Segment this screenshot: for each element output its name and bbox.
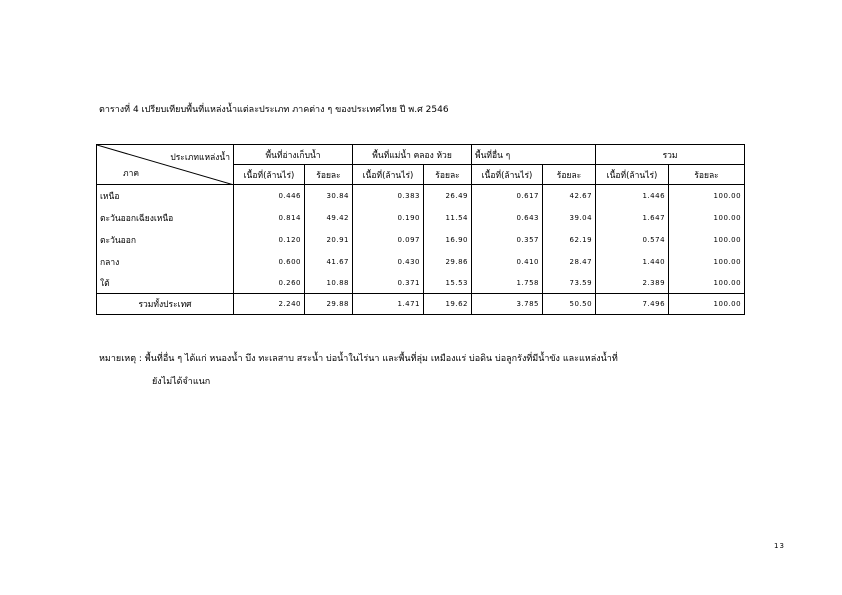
subheader-percent: ร้อยละ bbox=[305, 165, 353, 185]
total-value: 3.785 bbox=[472, 294, 543, 315]
cell-value: 0.617 bbox=[472, 185, 543, 208]
cell-value: 0.410 bbox=[472, 251, 543, 273]
cell-value: 42.67 bbox=[543, 185, 596, 208]
cell-value: 0.190 bbox=[353, 207, 424, 229]
cell-value: 0.097 bbox=[353, 229, 424, 251]
total-value: 1.471 bbox=[353, 294, 424, 315]
subheader-area: เนื้อที่(ล้านไร่) bbox=[353, 165, 424, 185]
subheader-area: เนื้อที่(ล้านไร่) bbox=[234, 165, 305, 185]
cell-value: 0.574 bbox=[596, 229, 669, 251]
cell-value: 15.53 bbox=[424, 273, 472, 294]
cell-value: 100.00 bbox=[669, 229, 745, 251]
cell-value: 100.00 bbox=[669, 207, 745, 229]
table-total-row bbox=[97, 294, 745, 315]
footnote-continuation: ยังไม่ได้จำแนก bbox=[152, 377, 211, 387]
group-header-reservoir: พื้นที่อ่างเก็บน้ำ bbox=[234, 145, 353, 165]
footnote: หมายเหตุ : พื้นที่อื่น ๆ ได้แก่ หนองน้ำ บึง ทะเลสาบ สระน้ำ บ่อน้ำในไร่นา และพื้นที่ลุ่ม เหมืองแร่ บ่อดิน บ่อลูกรังที่มีน้ำขัง และแหล่งน้ำที่ bbox=[99, 354, 618, 364]
cell-value: 49.42 bbox=[305, 207, 353, 229]
total-value: 19.62 bbox=[424, 294, 472, 315]
row-region: ตะวันออกเฉียงเหนือ bbox=[97, 207, 234, 229]
cell-value: 1.647 bbox=[596, 207, 669, 229]
group-header-total: รวม bbox=[596, 145, 745, 165]
corner-header-water-type: ประเภทแหล่งน้ำ bbox=[170, 153, 230, 163]
subheader-area: เนื้อที่(ล้านไร่) bbox=[596, 165, 669, 185]
cell-value: 0.446 bbox=[234, 185, 305, 208]
cell-value: 1.758 bbox=[472, 273, 543, 294]
cell-value: 73.59 bbox=[543, 273, 596, 294]
corner-header-cell bbox=[97, 145, 234, 185]
cell-value: 10.88 bbox=[305, 273, 353, 294]
cell-value: 100.00 bbox=[669, 251, 745, 273]
total-value: 100.00 bbox=[669, 294, 745, 315]
subheader-percent: ร้อยละ bbox=[669, 165, 745, 185]
cell-value: 0.430 bbox=[353, 251, 424, 273]
total-value: 29.88 bbox=[305, 294, 353, 315]
water-area-table bbox=[96, 144, 745, 315]
cell-value: 0.120 bbox=[234, 229, 305, 251]
table-title: ตารางที่ 4 เปรียบเทียบพื้นที่แหล่งน้ำแต่ละประเภท ภาคต่าง ๆ ของประเทศไทย ปี พ.ศ 2546 bbox=[99, 105, 449, 115]
subheader-percent: ร้อยละ bbox=[543, 165, 596, 185]
cell-value: 41.67 bbox=[305, 251, 353, 273]
cell-value: 30.84 bbox=[305, 185, 353, 208]
cell-value: 62.19 bbox=[543, 229, 596, 251]
cell-value: 39.04 bbox=[543, 207, 596, 229]
table-row bbox=[97, 251, 745, 273]
total-value: 7.496 bbox=[596, 294, 669, 315]
cell-value: 26.49 bbox=[424, 185, 472, 208]
row-region: เหนือ bbox=[97, 185, 234, 208]
group-header-river: พื้นที่แม่น้ำ คลอง ห้วย bbox=[353, 145, 472, 165]
cell-value: 1.440 bbox=[596, 251, 669, 273]
subheader-percent: ร้อยละ bbox=[424, 165, 472, 185]
cell-value: 0.814 bbox=[234, 207, 305, 229]
cell-value: 29.86 bbox=[424, 251, 472, 273]
row-region: ตะวันออก bbox=[97, 229, 234, 251]
cell-value: 16.90 bbox=[424, 229, 472, 251]
cell-value: 100.00 bbox=[669, 185, 745, 208]
table-row bbox=[97, 273, 745, 294]
corner-header-region: ภาค bbox=[123, 169, 140, 179]
group-header-other: พื้นที่อื่น ๆ bbox=[472, 145, 596, 165]
row-region: กลาง bbox=[97, 251, 234, 273]
table-row bbox=[97, 207, 745, 229]
cell-value: 20.91 bbox=[305, 229, 353, 251]
row-region: ใต้ bbox=[97, 273, 234, 294]
subheader-area: เนื้อที่(ล้านไร่) bbox=[472, 165, 543, 185]
total-value: 2.240 bbox=[234, 294, 305, 315]
cell-value: 28.47 bbox=[543, 251, 596, 273]
cell-value: 11.54 bbox=[424, 207, 472, 229]
cell-value: 0.357 bbox=[472, 229, 543, 251]
cell-value: 0.643 bbox=[472, 207, 543, 229]
table-row bbox=[97, 229, 745, 251]
cell-value: 0.600 bbox=[234, 251, 305, 273]
cell-value: 0.260 bbox=[234, 273, 305, 294]
cell-value: 1.446 bbox=[596, 185, 669, 208]
total-label: รวมทั้งประเทศ bbox=[97, 294, 234, 315]
page-number: 13 bbox=[774, 542, 785, 550]
cell-value: 0.371 bbox=[353, 273, 424, 294]
cell-value: 0.383 bbox=[353, 185, 424, 208]
cell-value: 100.00 bbox=[669, 273, 745, 294]
table-row bbox=[97, 185, 745, 208]
total-value: 50.50 bbox=[543, 294, 596, 315]
cell-value: 2.389 bbox=[596, 273, 669, 294]
